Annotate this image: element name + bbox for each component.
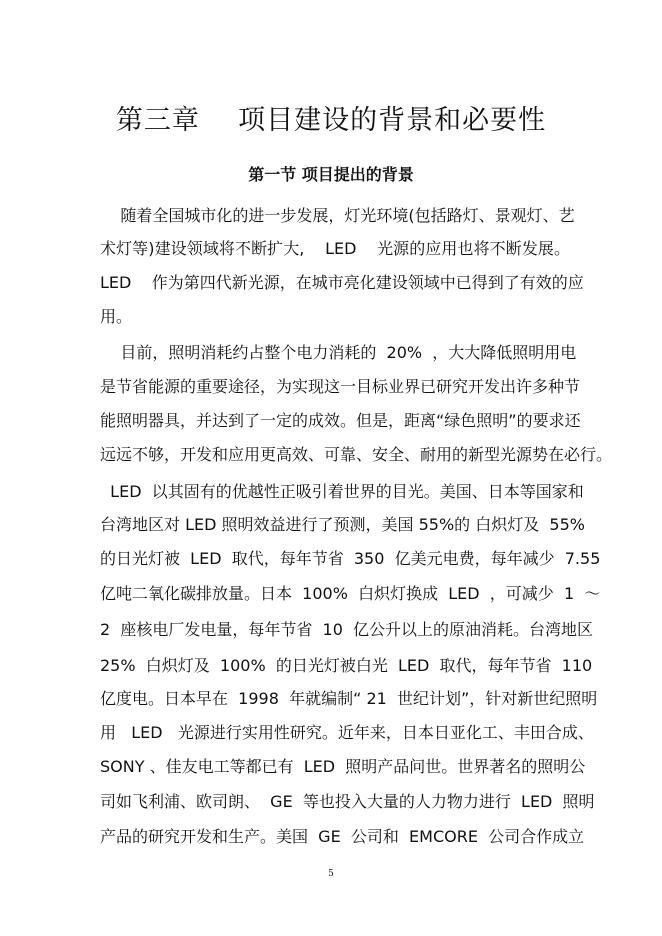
section-title: 第一节 项目提出的背景 (248, 165, 414, 184)
body-line: 台湾地区对 LED 照明效益进行了预测，美国 55%的 白炽灯及 55% (100, 515, 585, 534)
body-line: 术灯等)建设领域将不断扩大, LED 光源的应用也将不断发展。 (100, 239, 570, 258)
body-line: 25% 白炽灯及 100% 的日光灯被白光 LED 取代，每年节省 110 (100, 656, 593, 675)
body-line: 是节省能源的重要途径，为实现这一目标业界已研究开发出许多种节 (100, 377, 581, 396)
body-line: SONY 、佳友电工等都已有 LED 照明产品问世。世界著名的照明公 (100, 757, 586, 776)
body-line: 用 LED 光源进行实用性研究。近年来，日本日亚化工、丰田合成、 (100, 723, 594, 742)
body-line: 司如飞利浦、欧司朗、 GE 等也投入大量的人力物力进行 LED 照明 (100, 792, 595, 811)
body-line: 随着全国城市化的进一步发展，灯光环境(包括路灯、景观灯、艺 (100, 206, 575, 225)
body-line: 2 座核电厂发电量，每年节省 10 亿公升以上的原油消耗。台湾地区 (100, 620, 594, 639)
page-number: 5 (328, 869, 334, 879)
body-line: 的日光灯被 LED 取代，每年节省 350 亿美元电费，每年减少 7.55 (100, 549, 601, 568)
body-line: 用。 (100, 307, 133, 326)
body-line: 目前，照明消耗约占整个电力消耗的 20% ，大大降低照明用电 (100, 343, 577, 362)
body-line: 亿度电。日本早在 1998 年就编制“ 21 世纪计划”，针对新世纪照明 (100, 689, 598, 708)
body-line: 远远不够，开发和应用更高效、可靠、安全、耐用的新型光源势在必行。 (100, 445, 613, 464)
body-line: LED 以其固有的优越性正吸引着世界的目光。美国、日本等国家和 (100, 482, 584, 501)
chapter-title: 第三章 项目建设的背景和必要性 (115, 105, 547, 136)
body-line: LED 作为第四代新光源，在城市亮化建设领域中已得到了有效的应 (100, 273, 584, 292)
body-line: 能照明器具，并达到了一定的成效。但是，距离“绿色照明”的要求还 (100, 411, 581, 430)
body-line: 亿吨二氧化碳排放量。日本 100% 白炽灯换成 LED ，可减少 1 ～ (100, 584, 601, 603)
body-line: 产品的研究开发和生产。美国 GE 公司和 EMCORE 公司合作成立 (100, 827, 585, 846)
